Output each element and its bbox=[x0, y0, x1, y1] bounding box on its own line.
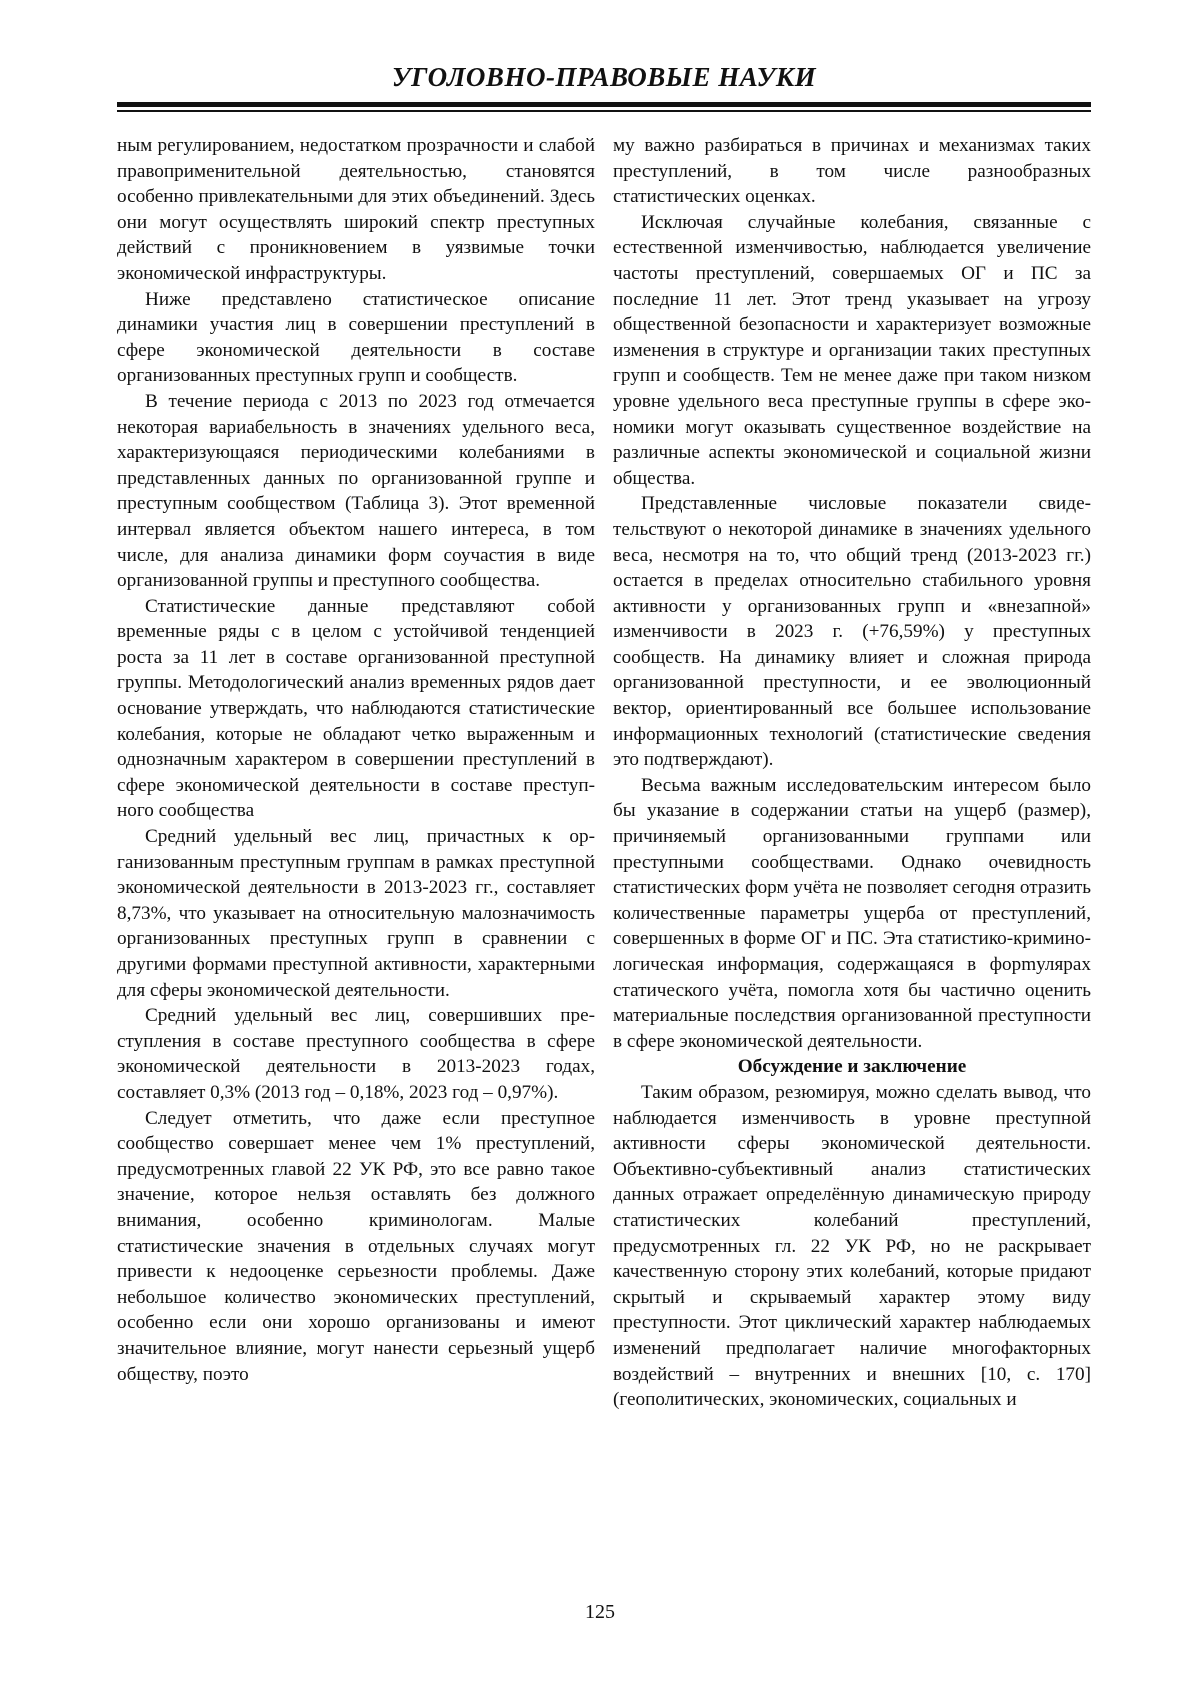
paragraph: Представленные числовые показатели свиде­тельствуют о некоторой динамике в значениях удельного веса, несмотря на то, что общий тренд (2013-2023 гг.) остается в пределах относительно стабильного уровня активности у организован­ных групп и «внезапной» изменчивости в 2023 г. (+76,59%) у преступных сообществ. На динамику влияет и сложная природа организованной пре­ступности, и ее эволюционный вектор, ориенти­рованный все большее использование информа­ционных технологий (статистические сведения это подтверждают). bbox=[613, 491, 1091, 773]
paragraph: Весьма важным исследовательским интере­сом было бы указание в содержании статьи на ущерб (размер), причиняемый организованны­ми группами или преступными сообществами. Однако очевидность статистических форм учёта не позволяет сегодня отразить количественные параметры ущерба от преступлений, совершен­ных в форме ОГ и ПС. Эта статистико-кримино­логическая информация, содержащаяся в фор­mулярах статического учёта, помогла хотя бы частично оценить материальные последствия организованной преступности в сфере экономи­ческой деятельности. bbox=[613, 773, 1091, 1055]
right-column bbox=[613, 133, 1091, 1413]
header-rule-thin bbox=[117, 110, 1091, 112]
section-heading: Обсуждение и заключение bbox=[613, 1054, 1091, 1080]
paragraph: В течение периода с 2013 по 2023 год отмеча­ется некоторая вариабельность в значениях удель­ного веса, характеризующаяся периодическими колебаниями в представленных данных по орга­низованной группе и преступным сообществом (Таблица 3). Этот временной интервал является объектом нашего интереса, в том числе, для ана­лиза динамики форм соучастия в виде организо­ванной группы и преступного сообщества. bbox=[117, 389, 595, 594]
left-column bbox=[117, 133, 595, 1387]
paragraph: Исключая случайные колебания, связанные с естественной изменчивостью, наблюдается уве­личение частоты преступлений, совершаемых ОГ и ПС за последние 11 лет. Этот тренд указывает на угрозу общественной безопасности и характе­ризует возможные изменения в структуре и ор­ганизации таких преступных групп и сообществ. Тем не менее даже при таком низком уровне удельного веса преступные группы в сфере эко­номики могут оказывать существенное воздей­ствие на различные аспекты экономической и со­циальной жизни общества. bbox=[613, 210, 1091, 492]
running-header: УГОЛОВНО-ПРАВОВЫЕ НАУКИ bbox=[117, 62, 1091, 93]
page-number: 125 bbox=[0, 1601, 1200, 1624]
paragraph-continuation: му важно разбираться в причинах и механизмах таких преступлений, в том числе разнообразных статистических оценках. bbox=[613, 133, 1091, 210]
paragraph: Ниже представлено статистическое описание динамики участия лиц в совершении преступле­ний в сфере экономической деятельности в со­ставе организованных преступных групп и сооб­ществ. bbox=[117, 287, 595, 389]
header-rule-thick bbox=[117, 102, 1091, 107]
paragraph: Таким образом, резюмируя, можно сделать вывод, что наблюдается изменчивость в уровне преступной активности сферы экономической деятельности. Объективно-субъективный анализ статистических данных отражает определённую динамическую природу статистических коле­баний преступлений, предусмотренных гл. 22 УК РФ, но не раскрывает качественную сторо­ну этих колебаний, которые придают скрытый и скрываемый характер этому виду преступности. Этот циклический характер наблюдаемых изме­нений предполагает наличие многофакторных воздействий – внутренних и внешних [10, с. 170] (геополитических, экономических, социальных и bbox=[613, 1080, 1091, 1413]
paragraph: Статистические данные представляют собой временные ряды с в целом с устойчивой тенден­цией роста за 11 лет в составе организованной преступной группы. Методологический анализ временных рядов дает основание утверждать, что наблюдаются статистические колебания, которые не обладают четко выраженным и однозначным характером в совершении преступлений в сфере экономической деятельности в составе преступ­ного сообщества bbox=[117, 594, 595, 824]
paragraph: Средний удельный вес лиц, причастных к ор­ганизованным преступным группам в рамках преступной экономической деятельности в 2013-2023 гг., составляет 8,73%, что указывает на отно­сительную малозначимость организованных пре­ступных групп в сравнении с другими формами преступной активности, характерными для сферы экономической деятельности. bbox=[117, 824, 595, 1003]
paragraph-continuation: ным регулированием, недостатком прозрачности и слабой правоприменительной деятельностью, становятся особенно привлекательными для этих объединений. Здесь они могут осуществлять ши­рокий спектр преступных действий с проникно­вением в уязвимые точки экономической инфра­структуры. bbox=[117, 133, 595, 287]
paragraph: Средний удельный вес лиц, совершивших пре­ступления в составе преступного сообщества в сфере экономической деятельности в 2013-2023 годах, составляет 0,3% (2013 год – 0,18%, 2023 год – 0,97%). bbox=[117, 1003, 595, 1105]
paragraph: Следует отметить, что даже если преступное сообщество совершает менее чем 1% преступле­ний, предусмотренных главой 22 УК РФ, это все равно такое значение, которое нельзя оставлять без должного внимания, особенно криминологам. Малые статистические значения в отдельных слу­чаях могут привести к недооценке серьезности проблемы. Даже небольшое количество экономи­ческих преступлений, особенно если они хорошо организованы и имеют значительное влияние, могут нанести серьезный ущерб обществу, поэто­ bbox=[117, 1106, 595, 1388]
